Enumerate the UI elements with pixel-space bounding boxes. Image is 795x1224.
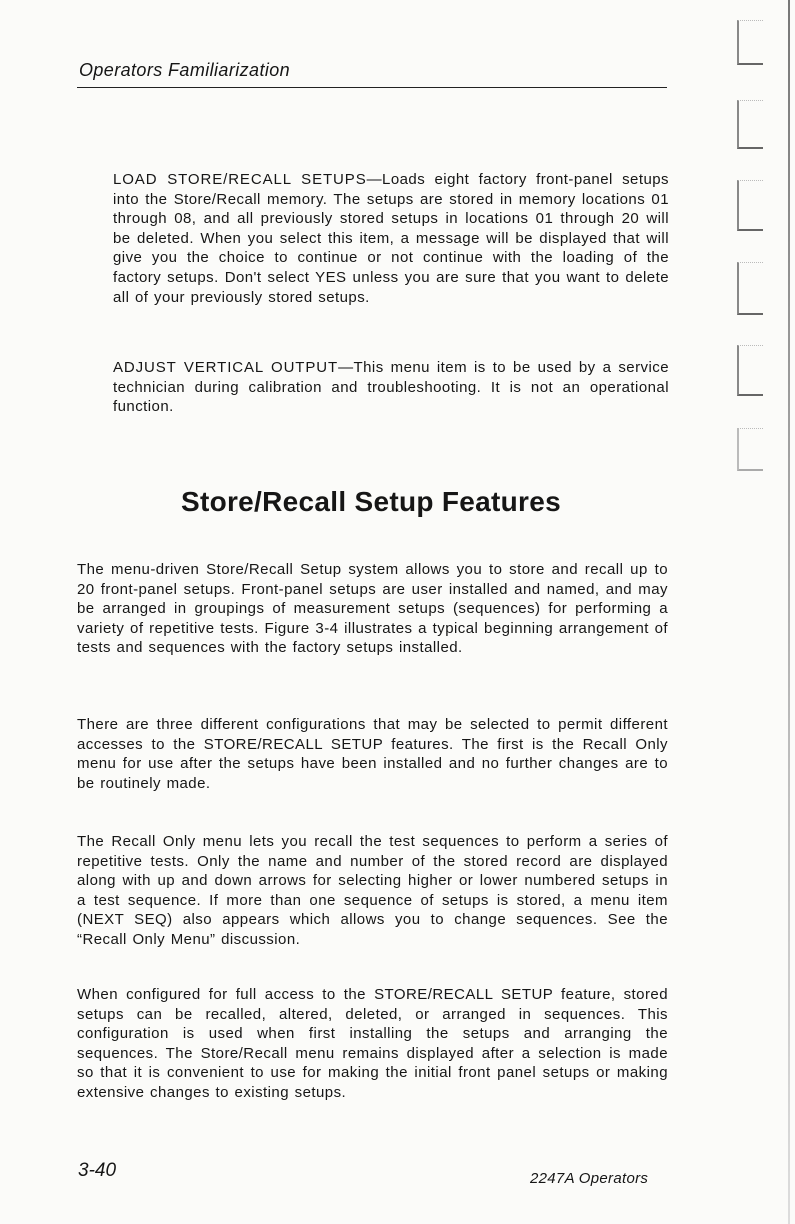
- index-tab-mark: [737, 345, 763, 396]
- menu-item-term: ADJUST VERTICAL OUTPUT: [113, 359, 339, 376]
- menu-item-description: —This menu item is to be used by a service technician during calibration and troubleshooting. It is not an operational function.: [113, 359, 670, 416]
- section-title: Store/Recall Setup Features: [180, 486, 561, 517]
- menu-item-description: —Loads eight factory front-panel setups into the Store/Recall memory. The setups are stored in memory locations 01 through 08, and all previously stored setups in locations 01 through 20 will be deleted. When you select this item, a message will be displayed that will give you the choice to continue or not continue with the loading of the factory setups. Don't select YES unless you are sure that you want to delete all of your previously stored setups.: [113, 171, 669, 306]
- header-rule: [77, 87, 667, 88]
- running-header: Operators Familiarization: [79, 60, 291, 80]
- index-tab-mark: [737, 180, 763, 231]
- manual-title: 2247A Operators: [530, 1170, 649, 1187]
- body-paragraph: The menu-driven Store/Recall Setup system allows you to store and recall up to 20 front-panel setups. Front-panel setups are user installed and named, and may be arranged in groupings of measurement setups (sequences) for performing a variety of repetitive tests. Figure 3-4 illustrates a typical beginning arrangement of tests and sequences with the factory setups installed.: [77, 561, 668, 657]
- index-tab-mark: [737, 428, 763, 471]
- menu-item-load-store-recall-setups: [113, 170, 669, 307]
- index-tab-mark: [737, 20, 763, 65]
- index-tab-mark: [737, 100, 763, 149]
- page-number: 3-40: [78, 1160, 117, 1181]
- index-tab-mark: [737, 262, 763, 315]
- binding-edge: [788, 0, 790, 1224]
- body-paragraph: The Recall Only menu lets you recall the test sequences to perform a series of repetitive tests. Only the name and number of the stored record are displayed along with up and down arrows for selecting higher or lower numbered setups in a test sequence. If more than one sequence of setups is stored, a menu item (NEXT SEQ) also appears which allows you to change sequences. See the “Recall Only Menu” discussion.: [77, 833, 668, 948]
- menu-item-term: LOAD STORE/RECALL SETUPS: [113, 171, 367, 188]
- body-paragraph: There are three different configurations that may be selected to permit different accesses to the STORE/RECALL SETUP features. The first is the Recall Only menu for use after the setups have been installed and no further changes are to be routinely made.: [77, 716, 668, 792]
- body-paragraph: When configured for full access to the STORE/RECALL SETUP feature, stored setups can be recalled, altered, deleted, or arranged in sequences. This configuration is used when first installing the setups and arranging the sequences. The Store/Recall menu remains displayed after a selection is made so that it is convenient to use for making the initial front panel setups or making extensive changes to existing setups.: [77, 986, 668, 1101]
- menu-item-adjust-vertical-output: [113, 358, 669, 417]
